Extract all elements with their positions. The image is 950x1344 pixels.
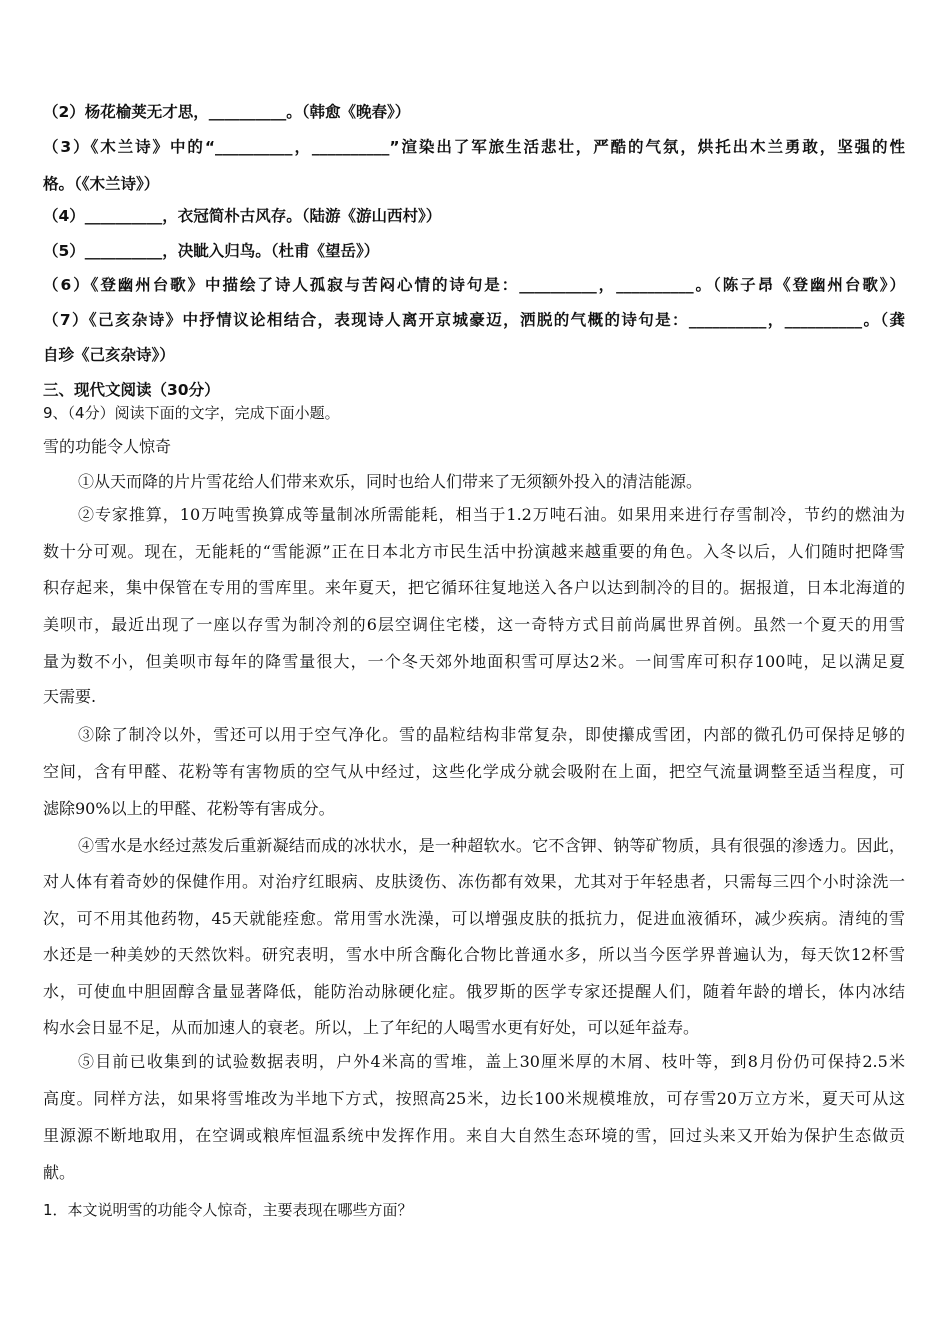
paragraph-4-line: 构水会日显不足，从而加速人的衰老。所以，上了年纪的人喝雪水更有好处，可以延年益寿。	[43, 1018, 700, 1037]
paragraph-4-line: 次，可不用其他药物，45天就能痊愈。常用雪水洗澡，可以增强皮肤的抵抗力，促进血液循环，减少疾病。清纯的雪	[43, 909, 905, 928]
fill-in-question-line: 格。（《木兰诗》）	[43, 175, 160, 193]
fill-in-question-line: （7）《己亥杂诗》中抒情议论相结合，表现诗人离开京城豪迈，洒脱的气概的诗句是：__________，__________。（龚	[43, 311, 905, 329]
paragraph-4-line: 水还是一种美妙的天然饮料。研究表明，雪水中所含酶化合物比普通水多，所以当今医学界普遍认为，每天饮12杯雪	[43, 945, 905, 964]
paragraph-5-line: 献。	[43, 1163, 76, 1182]
paragraph-2-line: 积存起来，集中保管在专用的雪库里。来年夏天，把它循环往复地送入各户以达到制冷的目的。据报道，日本北海道的	[43, 578, 905, 597]
question-intro: 9、（4分）阅读下面的文字，完成下面小题。	[43, 404, 340, 422]
paragraph-3-line: 滤除90%以上的甲醛、花粉等有害成分。	[43, 799, 335, 818]
article-title: 雪的功能令人惊奇	[43, 437, 172, 456]
paragraph-4-line: 对人体有着奇妙的保健作用。对治疗红眼病、皮肤烫伤、冻伤都有效果，尤其对于年轻患者，只需每三四个小时涂洗一	[43, 872, 905, 891]
fill-in-question-line: （6）《登幽州台歌》中描绘了诗人孤寂与苦闷心情的诗句是：__________，__________。（陈子昂《登幽州台歌》）	[43, 276, 905, 294]
paragraph-5-line: 高度。同样方法，如果将雪堆改为半地下方式，按照高25米，边长100米规模堆放，可存雪20万立方米，夏天可从这	[43, 1089, 905, 1108]
fill-in-question-line: （4）__________，衣冠简朴古风存。（陆游《游山西村》）	[43, 207, 442, 225]
paragraph-2-line: 量为数不小，但美呗市每年的降雪量很大，一个冬天郊外地面积雪可厚达2米。一间雪库可积存100吨，足以满足夏	[43, 652, 905, 671]
paragraph-4-line: 水，可使血中胆固醇含量显著降低，能防治动脉硬化症。俄罗斯的医学专家还提醒人们，随着年龄的增长，体内冰结	[43, 982, 905, 1001]
paragraph-3-line: ③除了制冷以外，雪还可以用于空气净化。雪的晶粒结构非常复杂，即使攥成雪团，内部的微孔仍可保持足够的	[78, 725, 905, 744]
paragraph-2-line: 天需要.	[43, 687, 97, 706]
paragraph-1-line: ①从天而降的片片雪花给人们带来欢乐，同时也给人们带来了无须额外投入的清洁能源。	[78, 472, 703, 491]
paragraph-5-line: 里源源不断地取用，在空调或粮库恒温系统中发挥作用。来自大自然生态环境的雪，回过头来又开始为保护生态做贡	[43, 1126, 905, 1145]
paragraph-2-line: ②专家推算，10万吨雪换算成等量制冰所需能耗，相当于1.2万吨石油。如果用来进行存雪制冷，节约的燃油为	[78, 505, 905, 524]
paragraph-2-line: 数十分可观。现在，无能耗的“雪能源”正在日本北方市民生活中扮演越来越重要的角色。入冬以后，人们随时把降雪	[43, 542, 905, 561]
section-heading: 三、现代文阅读（30分）	[43, 381, 220, 399]
fill-in-question-line: 自珍《己亥杂诗》）	[43, 346, 175, 364]
paragraph-2-line: 美呗市，最近出现了一座以存雪为制冷剂的6层空调住宅楼，这一奇特方式目前尚属世界首例。虽然一个夏天的用雪	[43, 615, 905, 634]
fill-in-question-line: （5）__________，决眦入归鸟。（杜甫《望岳》）	[43, 242, 380, 260]
paragraph-5-line: ⑤目前已收集到的试验数据表明，户外4米高的雪堆，盖上30厘米厚的木屑、枝叶等，到8月份仍可保持2.5米	[78, 1052, 905, 1071]
paragraph-4-line: ④雪水是水经过蒸发后重新凝结而成的冰状水，是一种超软水。它不含钾、钠等矿物质，具有很强的渗透力。因此，	[78, 836, 905, 855]
sub-question: 1．本文说明雪的功能令人惊奇，主要表现在哪些方面？	[43, 1201, 413, 1219]
fill-in-question-line: （3）《木兰诗》中的“__________，__________”渲染出了军旅生活悲壮，严酷的气氛，烘托出木兰勇敢，坚强的性	[43, 138, 905, 156]
paragraph-3-line: 空间，含有甲醛、花粉等有害物质的空气从中经过，这些化学成分就会吸附在上面，把空气流量调整至适当程度，可	[43, 762, 905, 781]
fill-in-question-line: （2）杨花榆荚无才思，__________。（韩愈《晚春》）	[43, 103, 411, 121]
